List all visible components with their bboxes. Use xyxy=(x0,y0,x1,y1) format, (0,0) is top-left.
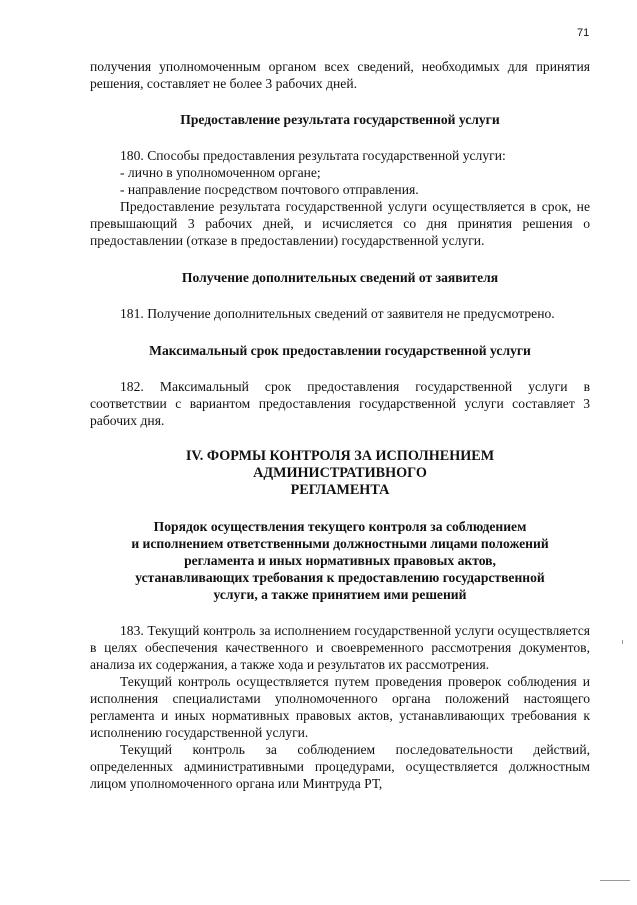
heading-line: регламента и иных нормативных правовых актов, xyxy=(184,553,496,568)
intro-paragraph: получения уполномоченным органом всех сведений, необходимых для принятия решения, составляет не более 3 рабочих дней. xyxy=(90,59,590,91)
chapter-title-line: АДМИНИСТРАТИВНОГО xyxy=(253,465,427,481)
paragraph-deadline: Предоставление результата государственной услуги осуществляется в срок, не превышающий 3 рабочих дней, и исчисляется со дня принятия решения о предоставлении (отказе в предоставлении) государственной услуги. xyxy=(90,199,590,248)
heading-result: Предоставление результата государственной услуги xyxy=(180,112,500,127)
heading-line: услуги, а также принятием ими решений xyxy=(213,587,467,602)
heading-max-term: Максимальный срок предоставлении государственной услуги xyxy=(149,343,531,358)
chapter-title-line: РЕГЛАМЕНТА xyxy=(290,482,390,498)
document-body xyxy=(90,58,590,792)
chapter-title-line: IV. ФОРМЫ КОНТРОЛЯ ЗА ИСПОЛНЕНИЕМ xyxy=(185,448,495,464)
heading-control-procedure xyxy=(90,518,590,603)
paragraph-183: 183. Текущий контроль за исполнением государственной услуги осуществляется в целях обеспечения качественного и своевременного рассмотрения документов, анализа их содержания, а также хода и результатов их рассмотрения. xyxy=(90,623,590,672)
paragraph-180: 180. Способы предоставления результата государственной услуги: xyxy=(120,148,506,163)
scan-artifact xyxy=(600,880,630,881)
paragraph-sequence: Текущий контроль за соблюдением последовательности действий, определенных административными процедурами, осуществляется должностным лицом уполномоченного органа или Минтруда РТ, xyxy=(90,742,590,791)
paragraph-checks: Текущий контроль осуществляется путем проведения проверок соблюдения и исполнения специалистами уполномоченного органа положений настоящего регламента и иных нормативных правовых актов, устанавливающих требования к исполнению государственной услуги. xyxy=(90,674,590,740)
list-item: - направление посредством почтового отправления. xyxy=(120,182,419,197)
chapter-title xyxy=(90,448,590,499)
paragraph-182: 182. Максимальный срок предоставления государственной услуги в соответствии с вариантом предоставления государственной услуги составляет 3 рабочих дня. xyxy=(90,379,590,428)
heading-line: Порядок осуществления текущего контроля за соблюдением xyxy=(153,519,527,534)
heading-line: и исполнением ответственными должностными лицами положений xyxy=(131,536,549,551)
heading-line: устанавливающих требования к предоставлению государственной xyxy=(135,570,545,585)
heading-additional-info: Получение дополнительных сведений от заявителя xyxy=(181,270,499,285)
scan-artifact xyxy=(622,640,623,644)
page-number: 71 xyxy=(577,27,590,39)
list-item: - лично в уполномоченном органе; xyxy=(120,165,321,180)
paragraph-181: 181. Получение дополнительных сведений от заявителя не предусмотрено. xyxy=(120,306,555,321)
